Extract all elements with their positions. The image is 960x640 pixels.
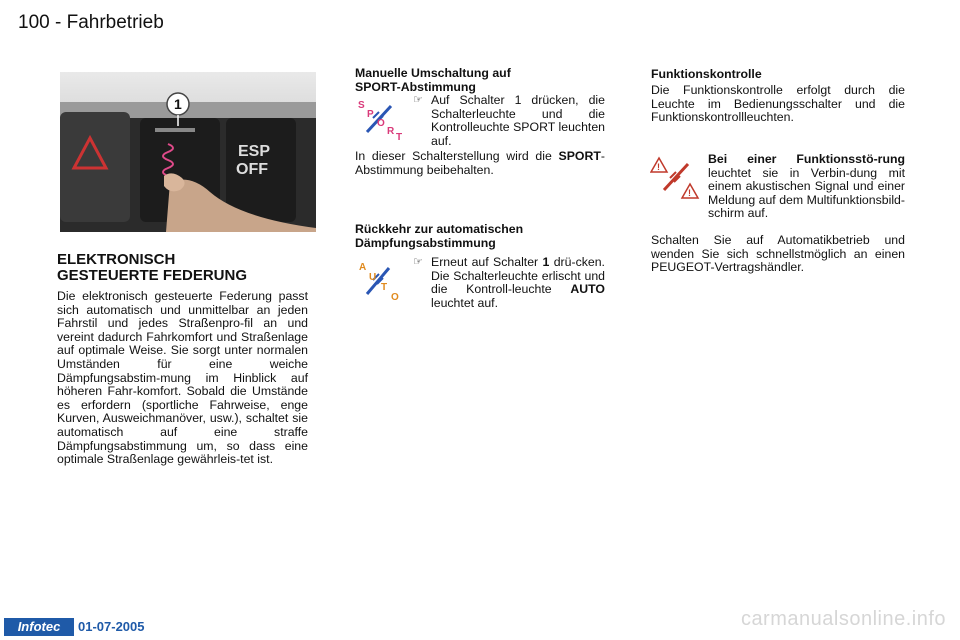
sport-heading-line1: Manuelle Umschaltung auf: [355, 66, 511, 80]
auto-bullet-switch-number: 1: [542, 255, 550, 269]
sport-paragraph: [355, 150, 605, 177]
watermark: carmanualsonline.info: [740, 608, 946, 630]
callout-number: 1: [174, 96, 182, 112]
infotec-badge: Infotec: [4, 618, 74, 636]
sport-bullet: [413, 94, 605, 148]
sport-letter-s: S: [358, 100, 365, 111]
dealer-paragraph: Schalten Sie auf Automatikbetrieb und wenden Sie sich schnellstmöglich an einen PEUGEOT-Vertragshändler.: [651, 233, 905, 275]
fault-text: leuchtet sie in Verbin-dung mit einem akustischen Signal und einer Meldung auf dem Multifunktionsbild-schirm auf.: [708, 165, 905, 221]
pointing-hand-icon: ☞: [413, 94, 423, 106]
esp-label: ESP: [238, 143, 271, 160]
auto-letter-a: A: [359, 262, 367, 273]
auto-bullet-pre: Erneut auf Schalter: [431, 255, 539, 269]
auto-letter-u: U: [369, 272, 377, 283]
auto-letter-o: O: [391, 292, 399, 302]
chapter-title: Fahrbetrieb: [66, 12, 164, 33]
auto-bullet-text: [431, 256, 605, 310]
auto-bullet: [413, 256, 605, 310]
pointing-hand-icon: ☞: [413, 256, 423, 268]
sport-indicator-icon: [357, 96, 405, 140]
sport-para-pre: In dieser Schalterstellung wird die: [355, 149, 552, 163]
sport-bullet-text: Auf Schalter 1 drücken, die Schalterleuchte und die Kontrolleuchte SPORT leuchten auf.: [431, 93, 605, 148]
left-heading-line2: GESTEUERTE FEDERUNG: [57, 267, 248, 284]
footer-date: 01-07-2005: [78, 619, 145, 634]
auto-heading-line2: Dämpfungsabstimmung: [355, 235, 496, 250]
sport-para-post: -Abstimmung beibehalten.: [355, 149, 605, 177]
auto-heading-line1: Rückkehr zur automatischen: [355, 222, 524, 236]
sport-heading-line2: SPORT-Abstimmung: [355, 79, 476, 94]
page-number: 100: [18, 12, 50, 33]
left-paragraph: Die elektronisch gesteuerte Federung passt sich automatisch und unmittelbar an jeden Fahrstil und jedes Straßenpro-fil an und vereint dadurch Fahrkomfort und Straßenlage auf optimale Weise. Sie sorgt unter normalen Umständen für eine weiche Dämpfungsabstim-mung im Hinblick auf höheren Fahr-komfort. Sobald die Umstände es erfordern (sportliche Fahrweise, enge Kurven, Ausweichmanöver, usw.), schaltet sie automatisch auf eine straffe Dämpfungsabstimmung um, so dass eine optimale Straßenlage gewährleis-tet ist.: [57, 289, 308, 467]
sport-para-bold: SPORT: [558, 149, 601, 163]
function-check-heading: Funktionskontrolle: [651, 67, 762, 81]
svg-text:!: !: [688, 188, 691, 198]
auto-bullet-post: leuchtet auf.: [431, 295, 498, 310]
auto-heading: [355, 223, 605, 250]
left-heading-line1: ELEKTRONISCH: [57, 251, 176, 268]
sport-letter-r: R: [387, 126, 395, 137]
fault-paragraph: [708, 153, 905, 221]
page-header: [18, 12, 164, 34]
off-label: OFF: [236, 161, 268, 178]
auto-letter-t: T: [381, 282, 388, 293]
auto-bullet-auto: AUTO: [570, 282, 605, 297]
function-check-paragraph: Die Funktionskontrolle erfolgt durch die Leuchte im Bedienungsschalter und die Funktionskontrollleuchten.: [651, 83, 905, 125]
fault-bold: Bei einer Funktionsstö-rung: [708, 152, 905, 166]
switch-panel-illustration: [60, 72, 316, 232]
sport-heading: [355, 67, 605, 94]
auto-bullet-mid: drü-cken. Die Schalterleuchte erlischt und die Kontroll-leuchte: [431, 255, 605, 297]
svg-text:!: !: [657, 162, 660, 172]
left-heading: [57, 252, 317, 284]
header-separator: -: [54, 12, 62, 33]
sport-letter-p: P: [367, 109, 374, 120]
sport-letter-t: T: [396, 132, 403, 140]
switch-panel-photo: [60, 72, 316, 232]
auto-indicator-icon: [357, 258, 401, 302]
sport-letter-o: O: [377, 118, 385, 129]
fault-warning-icon: [650, 156, 700, 202]
